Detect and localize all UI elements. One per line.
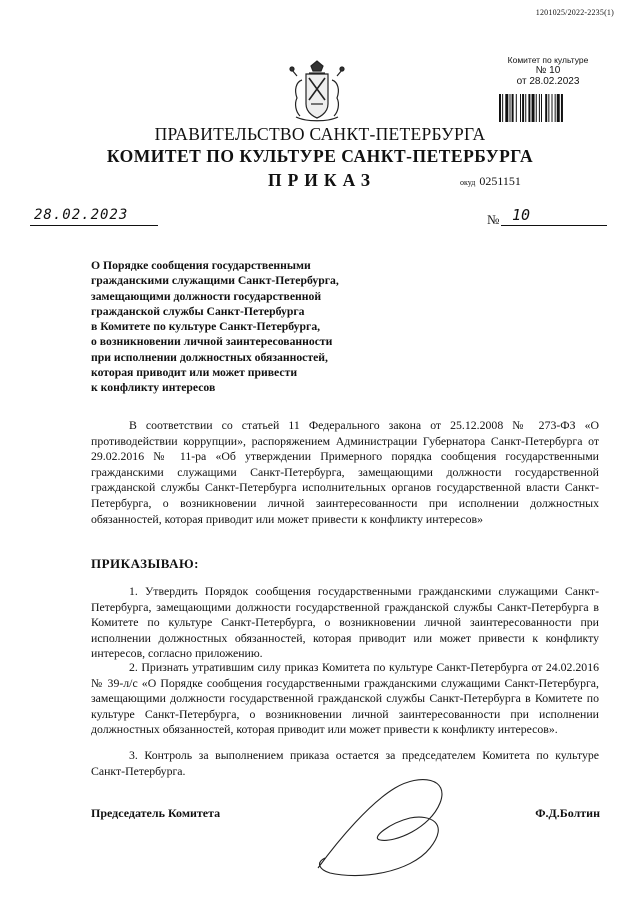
- subject-line: к конфликту интересов: [91, 381, 216, 395]
- subject-line: которая приводит или может привести: [91, 366, 298, 380]
- order-subject: [91, 258, 391, 396]
- subject-line: о возникновении личной заинтересованности: [91, 335, 333, 349]
- order-number-label: №: [487, 212, 500, 227]
- okud-label: окуд: [460, 178, 476, 187]
- stamp-line-committee: Комитет по культуре: [507, 55, 589, 65]
- order-item-2: 2. Признать утратившим силу приказ Комитета по культуре Санкт-Петербурга от 24.02.2016 № 39-л/с «О Порядке сообщения государственными гражданскими служащими Санкт-Петербурга, замещающими должности государственной гражданской службы Санкт-Петербурга в Комитете по культуре Санкт-Петербурга, о возникновении личной заинтересованности при исполнении должностных обязанностей, которая приводит или может привести к конфликту интересов».: [91, 660, 599, 737]
- government-title: ПРАВИТЕЛЬСТВО САНКТ-ПЕТЕРБУРГА: [154, 124, 486, 144]
- subject-line: при исполнении должностных обязанностей,: [91, 350, 328, 364]
- subject-line: гражданскими служащими Санкт-Петербурга,: [91, 274, 339, 288]
- subject-line: гражданской службы Санкт-Петербурга: [91, 304, 305, 318]
- preamble-paragraph: В соответствии со статьей 11 Федерального закона от 25.12.2008 № 273-ФЗ «О противодействии коррупции», распоряжением Администрации Губернатора Санкт-Петербурга от 29.02.2016 № 11-ра «Об утверждении Примерного порядка сообщения государственными гражданскими служащими Санкт-Петербурга, замещающими должности государственной гражданской службы Санкт-Петербурга исполнительных органов государственной власти Санкт-Петербурга, о возникновении личной заинтересованности при исполнении должностных обязанностей, которая приводит или может привести к конфликту интересов»: [91, 418, 599, 526]
- order-number-handwritten: 10: [512, 206, 531, 224]
- stamp-line-number: № 10: [535, 65, 561, 76]
- committee-title: КОМИТЕТ ПО КУЛЬТУРЕ САНКТ-ПЕТЕРБУРГА: [106, 146, 534, 166]
- document-type: ПРИКАЗ: [268, 170, 377, 190]
- date-underline: [30, 225, 158, 226]
- order-date-handwritten: 28.02.2023: [34, 207, 129, 223]
- barcode-icon: [499, 94, 597, 122]
- handwritten-signature: [300, 768, 470, 888]
- subject-line: О Порядке сообщения государственными: [91, 259, 311, 272]
- order-item-3: 3. Контроль за выполнением приказа остается за председателем Комитета по культуре Санкт-Петербурга.: [91, 748, 599, 778]
- signatory-title: Председатель Комитета: [91, 806, 221, 820]
- okud-value: 0251151: [479, 174, 521, 188]
- number-underline: [501, 225, 607, 226]
- st-petersburg-coat-of-arms-icon: [288, 60, 346, 126]
- okud-code: [460, 174, 521, 189]
- signatory-name: Ф.Д.Болтин: [535, 806, 600, 820]
- order-word: ПРИКАЗЫВАЮ:: [91, 556, 199, 571]
- subject-line: в Комитете по культуре Санкт-Петербурга,: [91, 320, 321, 334]
- registration-number: 1201025/2022-2235(1): [535, 8, 614, 17]
- order-item-1: 1. Утвердить Порядок сообщения государственными гражданскими служащими Санкт-Петербурга, замещающими должности государственной гражданской службы Санкт-Петербурга в Комитете по культуре Санкт-Петербурга, о возникновении личной заинтересованности при исполнении должностных обязанностей, которая приводит или может привести к конфликту интересов, согласно приложению.: [91, 584, 599, 661]
- stamp-line-date: от 28.02.2023: [516, 76, 580, 87]
- registration-stamp: [499, 55, 597, 87]
- subject-line: замещающими должности государственной: [91, 289, 322, 303]
